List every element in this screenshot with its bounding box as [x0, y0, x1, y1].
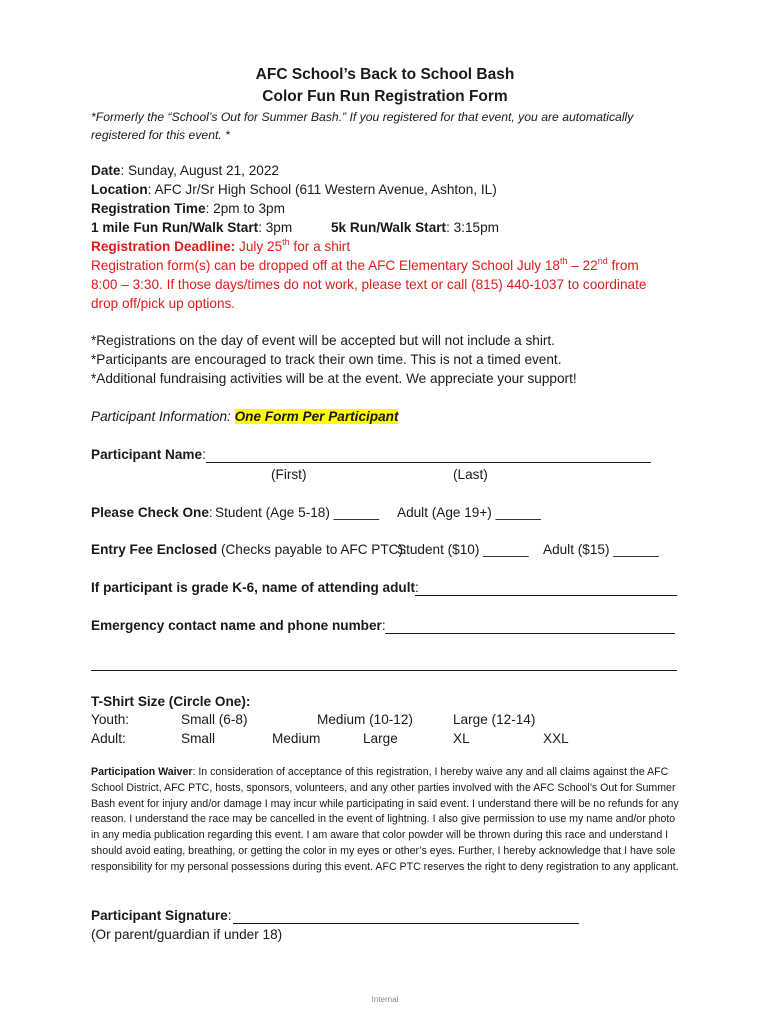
emergency-contact-colon: : [381, 618, 386, 633]
adult-size-xxl[interactable]: XXL [543, 731, 569, 746]
tshirt-heading: T-Shirt Size (Circle One): [91, 694, 251, 709]
signature-row [91, 908, 232, 923]
youth-size-medium[interactable]: Medium (10-12) [317, 712, 413, 727]
waiver-text: : In consideration of acceptance of this registration, I hereby waive any and all claims against the AFC School District, AFC PTC, hosts, sponsors, volunteers, and any other parties involved with the AFC School’s Out for Summer Bash event for injury and/or damage I may incur while participating in said event. I understand there will be no refunds for any reason. I understand the race may be cancelled in the event of lightning. I also give permission to use my name and/or photo in any media publication regarding this event. I am aware that color powder will be thrown during this race and understand I should avoid eating, breathing, or getting the color in my eyes or other’s eyes. Further, I hereby acknowledge that I have sole responsibility for my personal possessions during this event. AFC PTC reserves the right to deny registration to any applicant. [91, 766, 679, 873]
fee-adult-option[interactable]: Adult ($15) ______ [543, 542, 659, 557]
signature-input[interactable] [233, 909, 579, 924]
adult-size-small[interactable]: Small [181, 731, 215, 746]
deadline-sup: th [282, 237, 290, 247]
signature-note: (Or parent/guardian if under 18) [91, 927, 283, 942]
entry-fee-note: (Checks payable to AFC PTC): [217, 542, 407, 557]
emergency-contact-input[interactable] [385, 619, 675, 634]
dropoff-sup2: nd [597, 256, 608, 266]
deadline-label: Registration Deadline: [91, 239, 236, 254]
mile-label: 1 mile Fun Run/Walk Start [91, 220, 259, 235]
classification-footer: Internal [371, 995, 399, 1004]
former-event-note-line2: registered for this event. * [91, 128, 230, 142]
registration-deadline [91, 239, 350, 254]
dropoff-sup1: th [559, 256, 568, 266]
participant-name-label: Participant Name [91, 447, 203, 462]
signature-label: Participant Signature [91, 908, 228, 923]
participant-info-label: Participant Information: [91, 409, 235, 424]
last-name-caption: (Last) [453, 467, 488, 482]
participant-name-row [91, 447, 206, 462]
date-label: Date [91, 163, 121, 178]
event-location [91, 182, 497, 197]
adult-size-large[interactable]: Large [363, 731, 398, 746]
check-one-row [91, 505, 213, 520]
signature-colon: : [227, 908, 232, 923]
adult-size-medium[interactable]: Medium [272, 731, 321, 746]
location-label: Location [91, 182, 148, 197]
emergency-contact-label: Emergency contact name and phone number [91, 618, 382, 633]
attending-adult-row [91, 580, 419, 595]
check-one-colon: : [208, 505, 213, 520]
fivek-run-start [331, 220, 499, 235]
attending-adult-colon: : [415, 580, 419, 595]
fee-student-option[interactable]: Student ($10) ______ [397, 542, 529, 557]
waiver-label: Participation Waiver [91, 766, 193, 778]
form-title-line2: Color Fun Run Registration Form [262, 88, 508, 105]
entry-fee-label: Entry Fee Enclosed [91, 542, 218, 557]
entry-fee-row [91, 542, 407, 557]
one-form-highlight: One Form Per Participant [234, 409, 399, 424]
youth-label: Youth: [91, 712, 130, 727]
emergency-contact-input-line2[interactable] [91, 670, 677, 671]
adult-option[interactable]: Adult (Age 19+) ______ [397, 505, 541, 520]
registration-time [91, 201, 285, 216]
check-one-label: Please Check One [91, 505, 209, 520]
attending-adult-label: If participant is grade K-6, name of attending adult [91, 580, 416, 595]
participation-waiver [91, 765, 683, 876]
fivek-value: : 3:15pm [446, 220, 499, 235]
dropoff-line1 [91, 258, 639, 273]
event-date [91, 163, 279, 178]
note-fundraising: *Additional fundraising activities will be at the event. We appreciate your support! [91, 371, 577, 386]
youth-size-small[interactable]: Small (6-8) [181, 712, 248, 727]
dropoff-post: from [607, 258, 639, 273]
dropoff-line2: 8:00 – 3:30. If those days/times do not work, please text or call (815) 440-1037 to coordinate [91, 277, 647, 292]
note-day-of-event: *Registrations on the day of event will be accepted but will not include a shirt. [91, 333, 555, 348]
dropoff-mid: – 22 [567, 258, 598, 273]
adult-label: Adult: [91, 731, 126, 746]
note-track-time: *Participants are encouraged to track their own time. This is not a timed event. [91, 352, 562, 367]
participant-name-input[interactable] [206, 448, 651, 463]
youth-size-large[interactable]: Large (12-14) [453, 712, 536, 727]
mile-value: : 3pm [258, 220, 293, 235]
mile-run-start [91, 220, 292, 235]
dropoff-pre: Registration form(s) can be dropped off at the AFC Elementary School July 18 [91, 258, 560, 273]
first-name-caption: (First) [271, 467, 307, 482]
reg-time-value: : 2pm to 3pm [205, 201, 285, 216]
participant-name-colon: : [202, 447, 206, 462]
deadline-value: July 25 [235, 239, 283, 254]
form-title-line1: AFC School’s Back to School Bash [255, 66, 515, 83]
reg-time-label: Registration Time [91, 201, 206, 216]
adult-size-xl[interactable]: XL [453, 731, 470, 746]
former-event-note-line1: *Formerly the “School’s Out for Summer Bash.” If you registered for that event, you are automatically [91, 110, 634, 124]
emergency-contact-row [91, 618, 386, 633]
fivek-label: 5k Run/Walk Start [331, 220, 447, 235]
student-option[interactable]: Student (Age 5-18) ______ [215, 505, 380, 520]
attending-adult-input[interactable] [415, 581, 677, 596]
dropoff-line3: drop off/pick up options. [91, 296, 236, 311]
date-value: : Sunday, August 21, 2022 [120, 163, 279, 178]
location-value: : AFC Jr/Sr High School (611 Western Avenue, Ashton, IL) [147, 182, 497, 197]
deadline-value-post: for a shirt [289, 239, 351, 254]
participant-info-heading [91, 409, 398, 424]
